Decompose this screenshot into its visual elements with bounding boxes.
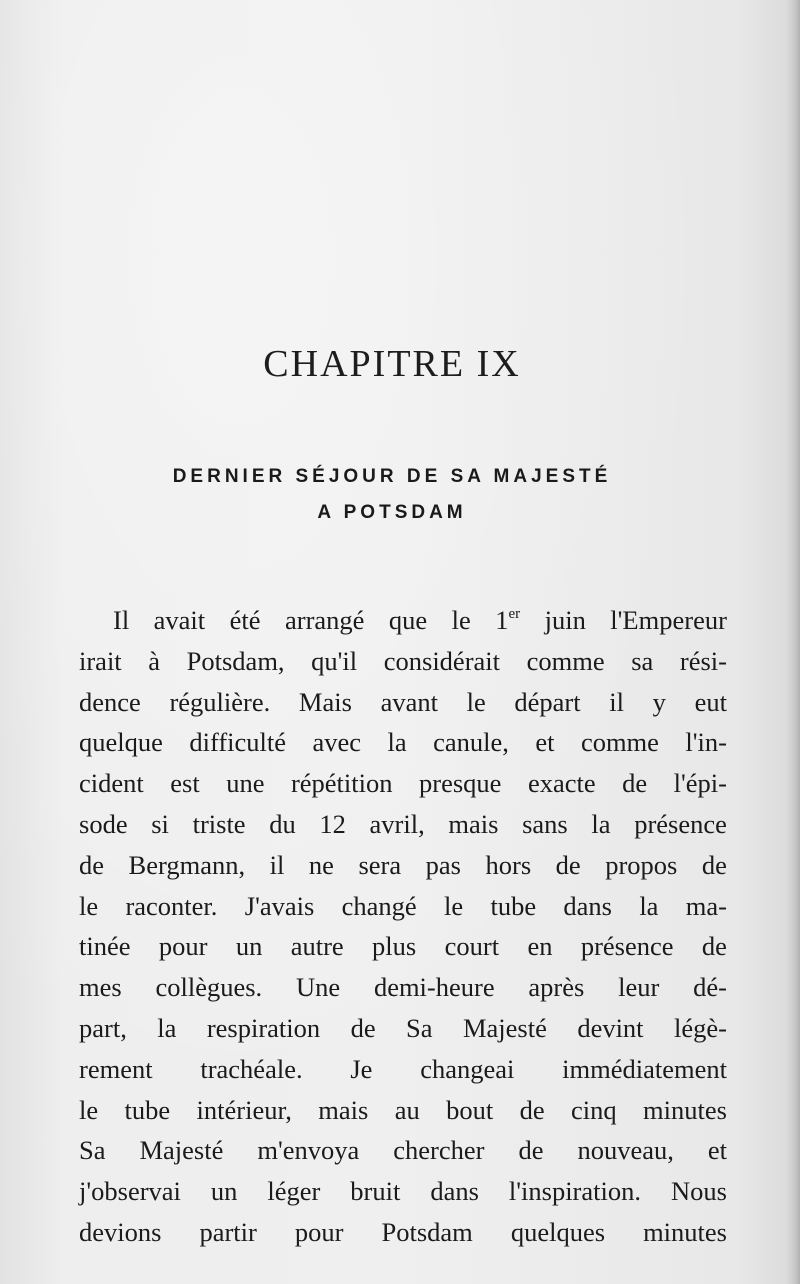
text-line	[79, 926, 727, 967]
word: il	[269, 849, 285, 880]
page-edge-shadow	[786, 0, 800, 1284]
word: si	[151, 808, 169, 839]
word: Majesté	[139, 1135, 224, 1166]
text-line	[79, 1212, 727, 1253]
word: et	[535, 727, 555, 758]
word: tube	[490, 890, 537, 921]
word: Mais	[298, 686, 352, 717]
word: présence	[580, 931, 674, 962]
word: de	[350, 1012, 376, 1043]
text-line	[79, 845, 727, 886]
word: le	[79, 890, 99, 921]
word: pour	[158, 931, 208, 962]
word: la	[639, 890, 659, 921]
chapter-subtitle-line-2: A POTSDAM	[317, 502, 467, 523]
text-line	[79, 1008, 727, 1049]
text-line	[79, 1130, 727, 1171]
word: comme	[580, 727, 659, 758]
word: considérait	[383, 645, 501, 676]
word: sode	[79, 808, 128, 839]
word: sa	[631, 645, 654, 676]
body-text	[79, 600, 727, 1253]
word: régulière.	[169, 686, 271, 717]
word: de	[555, 849, 581, 880]
word: et	[707, 1135, 727, 1166]
word: le	[451, 605, 471, 635]
chapter-title: CHAPITRE IX	[263, 343, 521, 385]
word: changeai	[420, 1053, 515, 1084]
word: rement	[79, 1053, 153, 1084]
word: ma-	[685, 890, 727, 921]
word: la	[387, 727, 407, 758]
word: sans	[522, 808, 568, 839]
word: intérieur,	[196, 1094, 292, 1125]
word: quelques	[510, 1216, 606, 1247]
word: qu'il	[311, 645, 358, 676]
word: Bergmann,	[128, 849, 246, 880]
word: avait	[153, 605, 206, 635]
word: m'envoya	[257, 1135, 360, 1166]
word: triste	[192, 808, 246, 839]
word: eut	[694, 686, 727, 717]
word: partir	[199, 1216, 257, 1247]
word: l'Empereur	[610, 605, 727, 635]
word: Je	[350, 1053, 373, 1084]
word: Il	[113, 605, 130, 635]
word: Majesté	[462, 1012, 547, 1043]
word: hors	[485, 849, 532, 880]
word: devint	[577, 1012, 644, 1043]
word: plus	[372, 931, 417, 962]
text-line	[79, 1049, 727, 1090]
word: de	[622, 768, 648, 799]
word: court	[444, 931, 500, 962]
word: en	[527, 931, 553, 962]
word: pour	[294, 1216, 344, 1247]
text-line	[79, 1090, 727, 1131]
word: irait	[79, 645, 122, 676]
word: mais	[448, 808, 499, 839]
word: une	[226, 768, 265, 799]
word: cinq	[571, 1094, 617, 1125]
word: de	[518, 1135, 544, 1166]
word: exacte	[527, 768, 596, 799]
word: minutes	[643, 1094, 727, 1125]
word: la	[591, 808, 611, 839]
word: pas	[425, 849, 461, 880]
word: sera	[358, 849, 402, 880]
word: dans	[430, 1176, 479, 1207]
word: Potsdam	[381, 1216, 473, 1247]
word: au	[394, 1094, 420, 1125]
word: été	[229, 605, 261, 635]
word: canule,	[433, 727, 509, 758]
word: Nous	[670, 1176, 727, 1207]
word: bout	[446, 1094, 494, 1125]
word: 12	[319, 808, 346, 839]
word: dence	[79, 686, 141, 717]
word: 1er	[495, 605, 521, 635]
word: après	[528, 972, 585, 1003]
text-line	[79, 600, 727, 641]
word: du	[269, 808, 296, 839]
word: le	[444, 890, 464, 921]
word: arrangé	[284, 605, 365, 635]
word: mais	[318, 1094, 369, 1125]
word: nouveau,	[577, 1135, 674, 1166]
word: léger	[267, 1176, 321, 1207]
word: est	[170, 768, 200, 799]
word: répétition	[290, 768, 393, 799]
text-line	[79, 722, 727, 763]
text-line	[79, 1171, 727, 1212]
word: Sa	[406, 1012, 433, 1043]
word: trachéale.	[200, 1053, 303, 1084]
word: y	[652, 686, 666, 717]
text-line	[79, 967, 727, 1008]
word: j'observai	[79, 1176, 181, 1207]
word: respiration	[206, 1012, 321, 1043]
word: cident	[79, 768, 144, 799]
word: mes	[79, 972, 122, 1003]
word: Potsdam,	[186, 645, 285, 676]
word: quelque	[79, 727, 163, 758]
word: tube	[124, 1094, 171, 1125]
word: juin	[544, 605, 586, 635]
word: Une	[295, 972, 341, 1003]
word: tinée	[79, 931, 131, 962]
word: présence	[634, 808, 727, 839]
text-line	[79, 886, 727, 927]
word: il	[609, 686, 624, 717]
word: légè-	[674, 1012, 727, 1043]
word: dé-	[693, 972, 727, 1003]
word: ne	[308, 849, 334, 880]
word: part,	[79, 1012, 127, 1043]
word: immédiatement	[562, 1053, 727, 1084]
word: avril,	[369, 808, 425, 839]
word: propos	[605, 849, 678, 880]
word: à	[148, 645, 161, 676]
word: raconter.	[125, 890, 218, 921]
word: départ	[514, 686, 581, 717]
text-line	[79, 763, 727, 804]
word: dans	[563, 890, 612, 921]
word: avant	[380, 686, 438, 717]
word: rési-	[679, 645, 727, 676]
word: presque	[419, 768, 502, 799]
word: un	[235, 931, 263, 962]
word: la	[157, 1012, 177, 1043]
word: devions	[79, 1216, 162, 1247]
word: Sa	[79, 1135, 106, 1166]
word: de	[701, 931, 727, 962]
word: demi-heure	[373, 972, 495, 1003]
word: que	[388, 605, 428, 635]
word: leur	[618, 972, 660, 1003]
word: J'avais	[244, 890, 315, 921]
word: difficulté	[189, 727, 287, 758]
text-line	[79, 641, 727, 682]
word: bruit	[350, 1176, 401, 1207]
chapter-subtitle-line-1: DERNIER SÉJOUR DE SA MAJESTÉ	[172, 466, 612, 487]
word: changé	[341, 890, 417, 921]
word: le	[79, 1094, 99, 1125]
word: collègues.	[155, 972, 263, 1003]
text-line	[79, 804, 727, 845]
word: chercher	[393, 1135, 485, 1166]
word: le	[466, 686, 486, 717]
word: avec	[312, 727, 362, 758]
word: l'inspiration.	[508, 1176, 641, 1207]
word: un	[210, 1176, 238, 1207]
text-line	[79, 682, 727, 723]
word: de	[701, 849, 727, 880]
word: autre	[290, 931, 344, 962]
word: de	[79, 849, 105, 880]
word: l'épi-	[673, 768, 727, 799]
word: minutes	[643, 1216, 727, 1247]
word: de	[519, 1094, 545, 1125]
word: comme	[526, 645, 605, 676]
word: l'in-	[685, 727, 727, 758]
